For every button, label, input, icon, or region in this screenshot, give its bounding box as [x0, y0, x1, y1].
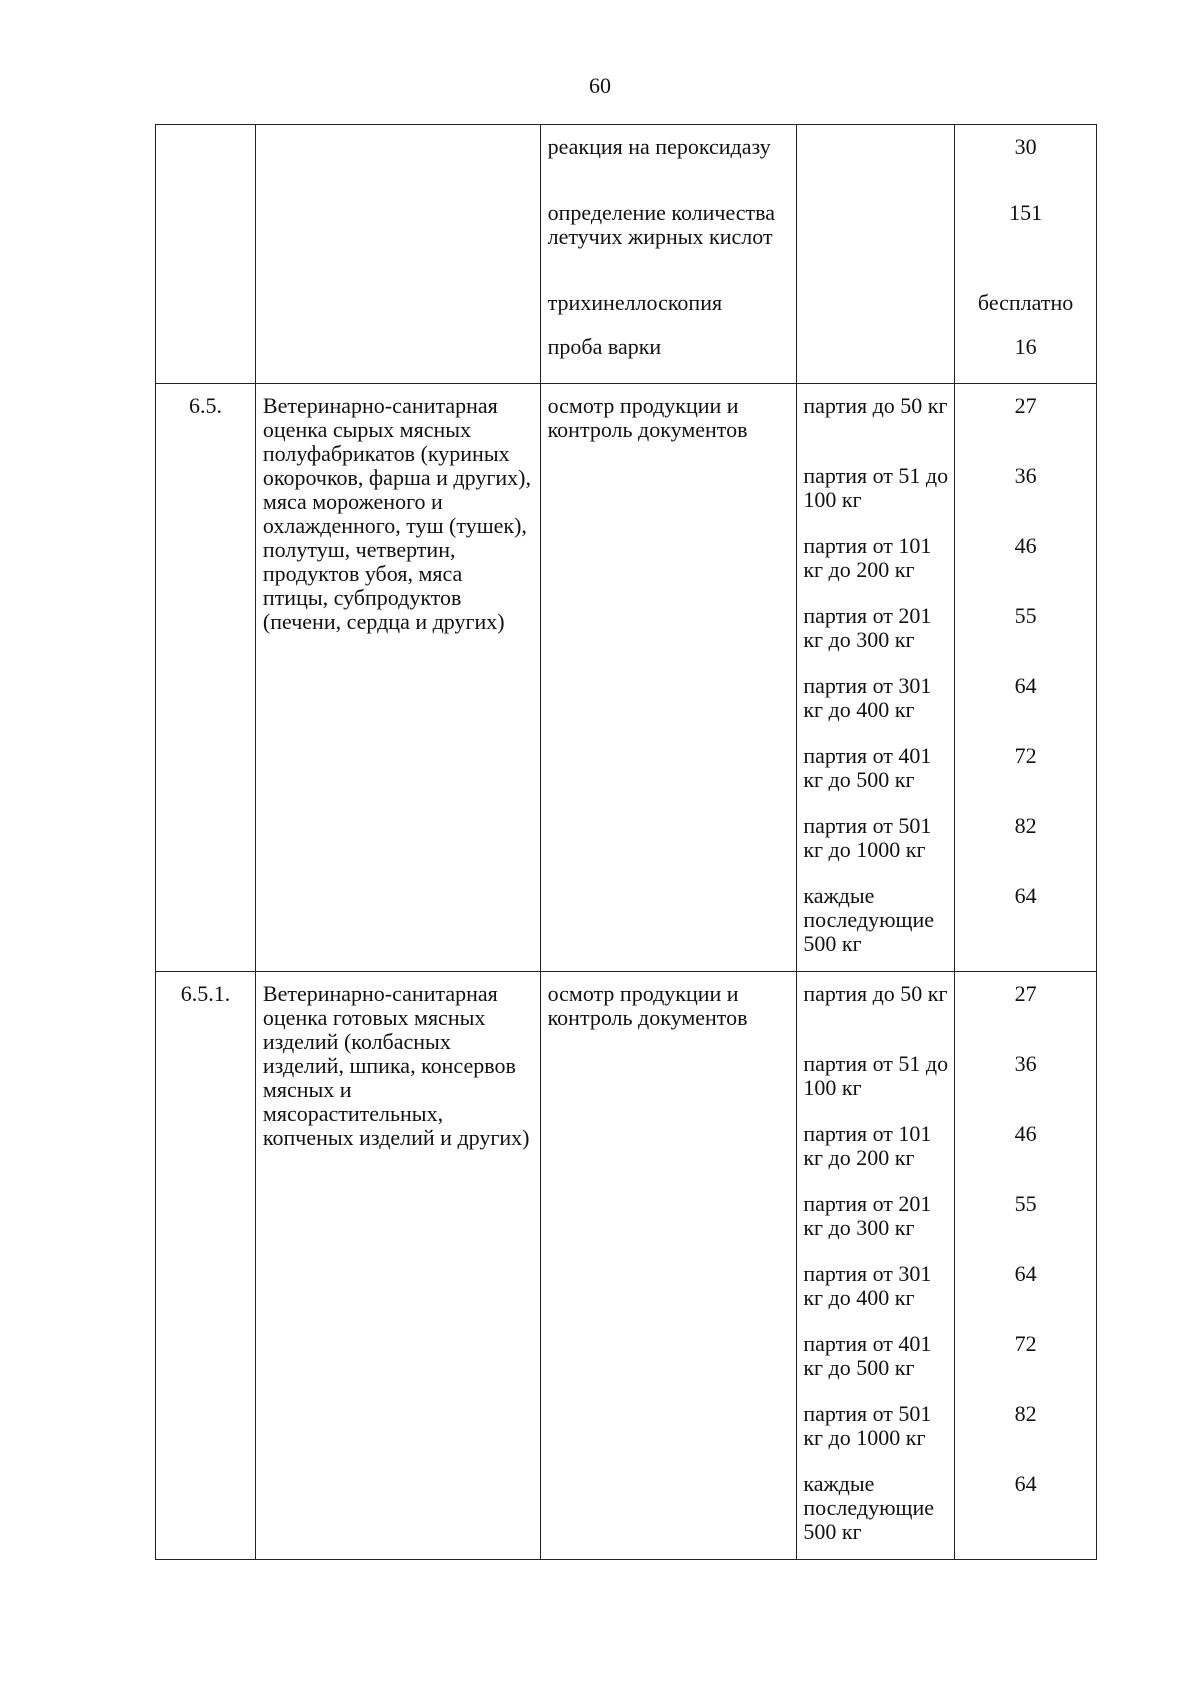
service-title: Ветеринарно-санитарная оценка сырых мясных полуфабрикатов (куриных окорочков, фарша и других), мяса мороженого и охлажденного, туш (тушек), полутуш, четвертин, продуктов убоя, мяса птицы, субпродуктов (печени, сердца и других)	[256, 384, 541, 971]
method-item: трихинеллоскопия	[547, 290, 723, 315]
price-value: 55	[1014, 1191, 1037, 1216]
price-value: 72	[1014, 743, 1037, 768]
batch-cell	[797, 972, 955, 1559]
price-value: 27	[1014, 981, 1037, 1006]
price-cell	[955, 972, 1097, 1559]
batch-item: партия от 101 кг до 200 кг	[803, 533, 932, 582]
batch-item: партия от 201 кг до 300 кг	[803, 603, 932, 652]
batch-item: партия от 101 кг до 200 кг	[803, 1121, 932, 1170]
batch-item: партия от 201 кг до 300 кг	[803, 1191, 932, 1240]
price-cell	[955, 384, 1097, 971]
price-value: 64	[1014, 673, 1037, 698]
price-value: 16	[1014, 334, 1037, 359]
price-value: 46	[1014, 1121, 1037, 1146]
batch-item: каждые последующие 500 кг	[803, 883, 934, 956]
table-row	[156, 384, 1097, 972]
batch-item: партия от 401 кг до 500 кг	[803, 1331, 932, 1380]
row-number: 6.5.	[156, 384, 256, 971]
price-value: 64	[1014, 883, 1037, 908]
methods-cell	[541, 125, 798, 383]
price-value: 64	[1014, 1471, 1037, 1496]
batch-item: партия от 51 до 100 кг	[803, 1051, 949, 1100]
page-number: 60	[589, 73, 611, 98]
batch-cell	[797, 384, 955, 971]
method-text: осмотр продукции и контроль документов	[541, 972, 798, 1559]
table-row	[156, 972, 1097, 1560]
service-title	[256, 125, 541, 383]
batch-item: партия до 50 кг	[803, 981, 948, 1006]
batch-item: партия от 51 до 100 кг	[803, 463, 949, 512]
table-row	[156, 125, 1097, 384]
price-value: 64	[1014, 1261, 1037, 1286]
tariff-table	[155, 124, 1097, 1560]
batch-item: партия от 501 кг до 1000 кг	[803, 1401, 932, 1450]
price-value: 30	[1014, 134, 1037, 159]
method-item: реакция на пероксидазу	[547, 134, 771, 159]
price-value: 82	[1014, 1401, 1037, 1426]
price-value: 36	[1014, 463, 1037, 488]
batch-item: партия от 301 кг до 400 кг	[803, 673, 932, 722]
row-number	[156, 125, 256, 383]
service-title: Ветеринарно-санитарная оценка готовых мясных изделий (колбасных изделий, шпика, консервов мясных и мясорастительных, копченых изделий и других)	[256, 972, 541, 1559]
row-number: 6.5.1.	[156, 972, 256, 1559]
method-text: осмотр продукции и контроль документов	[541, 384, 798, 971]
price-value: 72	[1014, 1331, 1037, 1356]
price-cell	[955, 125, 1097, 383]
batch-item: партия от 501 кг до 1000 кг	[803, 813, 932, 862]
price-value: 82	[1014, 813, 1037, 838]
price-value: 46	[1014, 533, 1037, 558]
price-value: бесплатно	[977, 290, 1074, 315]
batch-item: каждые последующие 500 кг	[803, 1471, 934, 1544]
price-value: 36	[1014, 1051, 1037, 1076]
method-item: проба варки	[547, 334, 662, 359]
price-value: 27	[1014, 393, 1037, 418]
price-value: 55	[1014, 603, 1037, 628]
batch-item: партия от 301 кг до 400 кг	[803, 1261, 932, 1310]
batch-item: партия до 50 кг	[803, 393, 948, 418]
batch-item: партия от 401 кг до 500 кг	[803, 743, 932, 792]
price-value: 151	[1009, 200, 1043, 225]
batch-cell	[797, 125, 955, 383]
method-item: определение количества летучих жирных кислот	[547, 200, 776, 249]
